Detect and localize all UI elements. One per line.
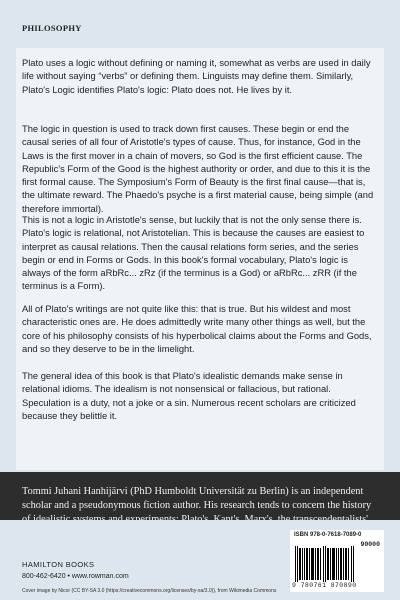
barcode bbox=[290, 530, 384, 592]
blurb-paragraph-1: Plato uses a logic without defining or naming it, somewhat as verbs are used in daily life without saying “verbs” or defining them. Linguists may define them. Similarly, Plato's Logic identifies Plato's logic: Plato does not. He lives by it. bbox=[22, 58, 371, 95]
author-name: Tommi Juhani Hanhijärvi bbox=[22, 486, 128, 497]
author-bio-text: (PhD Humboldt Universität zu Berlin) is an independent scholar and a pseudonymous fiction author. His research tends to concern the history bbox=[22, 486, 372, 511]
barcode-digits: 9 780761 870890 bbox=[292, 582, 357, 589]
isbn-label: ISBN 978-0-7618-7089-0 bbox=[294, 532, 362, 538]
blurb-paragraph-4: All of Plato's writings are not quite like this: that is true. But his wildest and most characteristic ones are. He does admittedly write many other things as well, but the core of his philosophy consists of his hyperbolical claims about the Forms and Gods, and so they deserve to be in the limelight. bbox=[22, 304, 372, 354]
price-code: 90000 bbox=[360, 541, 380, 548]
publisher-contact: 800-462-6420 • www.rowman.com bbox=[22, 573, 129, 580]
barcode-bars-icon bbox=[294, 540, 356, 582]
blurb-paragraph-3: This is not a logic in Aristotle's sense, but luckily that is not the only sense there is. Plato's logic is relational, not Aristotelian. This is because the causes are easiest to interpret as causal relations. Then the causal relations form series, and the series begin or end in Forms or Gods. In this book's formal vocabulary, Plato's logic is always of the form aRbRc... zRz (if the terminus is a God) or aRbRc... zRR (if the terminus is a Form). bbox=[22, 215, 365, 292]
publisher-name: HAMILTON BOOKS bbox=[22, 560, 95, 569]
blurb-paragraph-5: The general idea of this book is that Plato's idealistic demands make sense in relational idioms. The idealism is not nonsensical or fallacious, but rational. Speculation is a duty, not a joke or a sin. Numerous recent scholars are criticized because they belittle it. bbox=[22, 371, 356, 421]
cover-image-credit: Cover image by Nicor (CC BY-SA 3.0 (https://creativecommons.org/licenses/by-sa/3.0)), from Wikimedia Commons bbox=[22, 588, 277, 594]
blurb-paragraph-2: The logic in question is used to track down first causes. These begin or end the causal series of all four of Aristotle's types of cause. Thus, for instance, God in the Laws is the first mover in a chain of movers, so God is the first efficient cause. The Republic's Form of the Good is the highest authority or order, and due to this it is the first formal cause. The Symposium's Form of Beauty is the first final cause—that is, the ultimate reward. The Phaedo's psyche is a first material cause, being simple (and therefore immortal). bbox=[22, 124, 374, 214]
category-label: PHILOSOPHY bbox=[22, 23, 82, 33]
